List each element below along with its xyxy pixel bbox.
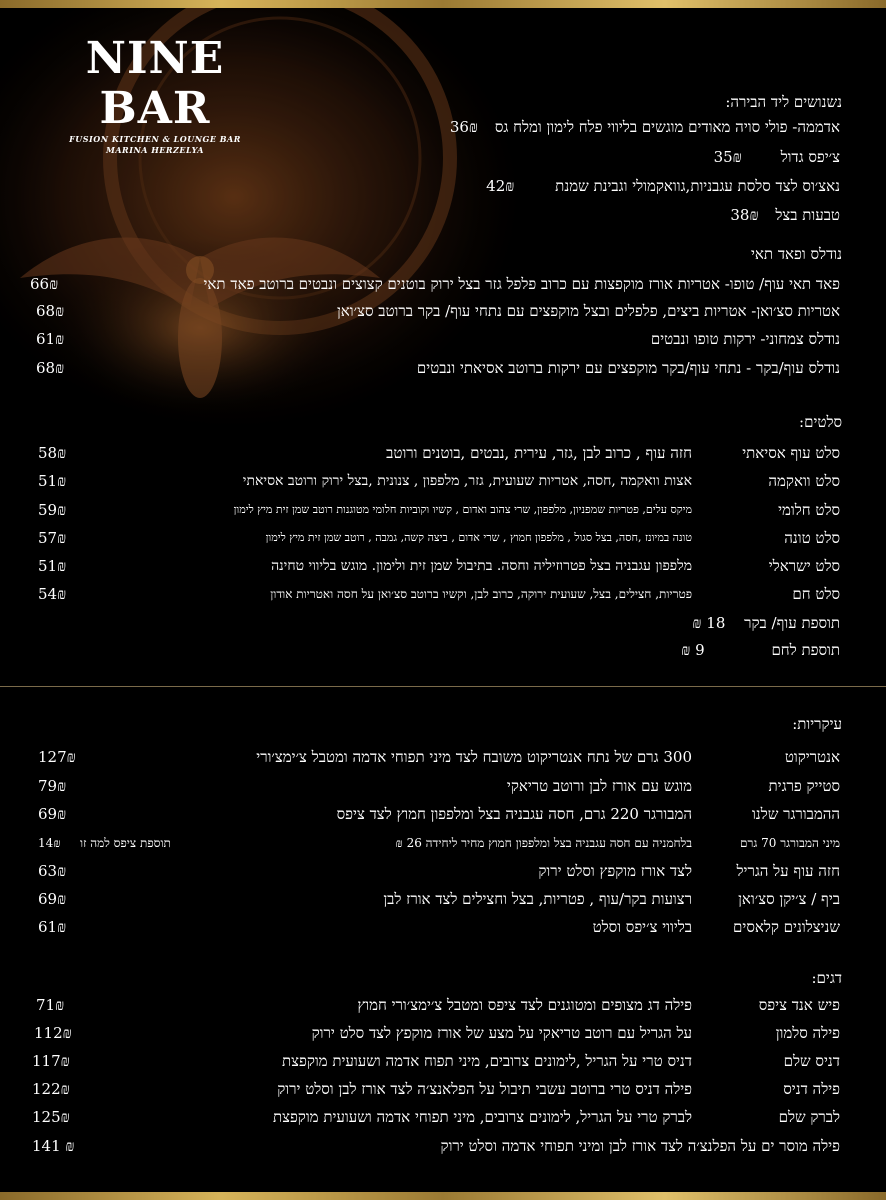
menu-item (30, 886, 840, 912)
item-name: חזה עוף על הגריל (736, 862, 840, 880)
item-name: פילה סלמון (775, 1024, 840, 1042)
item-price: 35₪ (713, 148, 742, 166)
item-description: לצד אורז מוקפץ וסלט ירוק (538, 862, 692, 880)
menu-item (30, 298, 840, 324)
item-price: 79₪ (38, 777, 67, 795)
item-description: פילה מוסר ים על הפלנצ׳ה לצד אורז לבן ומיני תפוחי אדמה וסלט ירוק (440, 1137, 840, 1155)
section-header-noodles: נודלס ופאד תאי (750, 245, 842, 263)
menu-item (30, 1076, 840, 1102)
item-description: על הגריל עם רוטב טריאקי על מצע של אורז מוקפץ לצד סלט ירוק (311, 1024, 692, 1042)
item-price: 61₪ (38, 918, 67, 936)
item-description: מלפפון עגבניה בצל פטרוזיליה וחסה. בתיבול שמן זית ולימון. מוגש בליווי טחינה (271, 558, 692, 574)
item-price: 63₪ (38, 862, 67, 880)
menu-item (30, 1133, 840, 1159)
item-description: לברק טרי על הגריל, לימונים צרובים, מיני תפוחי אדמה ושעועית מוקפצת (272, 1108, 692, 1126)
item-description: נאצ׳וס לצד סלסת עגבניות,גוואקמולי וגבינת שמנת (555, 177, 840, 195)
item-name: סלט חלומי (778, 501, 840, 519)
menu-item (30, 801, 840, 827)
item-price: 66₪ (30, 275, 59, 293)
logo-tagline: FUSION KITCHEN & LOUNGE BAR (69, 134, 241, 144)
item-name: פילה דניס (783, 1080, 840, 1098)
menu-item (486, 173, 840, 199)
item-price: 61₪ (36, 330, 65, 348)
menu-item (714, 144, 840, 170)
item-description: בליווי צ׳יפס וסלט (592, 918, 692, 936)
item-name: סלט טונה (784, 529, 840, 547)
item-price: 36₪ (449, 118, 479, 136)
menu-item (30, 497, 840, 523)
item-price: 125₪ (32, 1108, 70, 1126)
item-price: 59₪ (38, 501, 67, 519)
item-price: 127₪ (38, 748, 76, 766)
menu-item (30, 773, 840, 799)
item-name: פיש אנד ציפס (758, 996, 840, 1014)
item-price: 141 ₪ (32, 1137, 75, 1155)
item-price: 69₪ (38, 890, 67, 908)
menu-item (692, 610, 840, 636)
item-description: 300 גרם של נתח אנטריקוט משובח לצד מיני תפוחי אדמה ומטבל צ׳ימצ׳ורי (256, 748, 692, 766)
menu-item (30, 581, 840, 607)
menu-item (30, 355, 840, 381)
logo-location: MARINA HERZELYA (105, 145, 205, 155)
item-price: 42₪ (486, 177, 515, 195)
item-description: פילה דג מצופים ומטוגנים לצד ציפס ומטבל צ׳ימצ׳ורי חמוץ (357, 996, 692, 1014)
menu-item (30, 1048, 840, 1074)
menu-item (30, 830, 840, 856)
item-name: סטייק פרגית (768, 777, 840, 795)
menu-item (30, 525, 840, 551)
item-name: סלט ישראלי (768, 557, 840, 575)
item-extra: תוספת ציפס למה זו (80, 836, 171, 850)
menu-item (30, 440, 840, 466)
menu-item (730, 202, 840, 228)
menu-item (30, 914, 840, 940)
logo-title: NINE BAR (85, 33, 225, 134)
item-price: 14₪ (38, 836, 61, 850)
menu-item (30, 271, 840, 297)
item-price: 54₪ (38, 585, 67, 603)
item-price: 57₪ (38, 529, 67, 547)
item-description: צ׳יפס גדול (780, 148, 840, 166)
item-description: פאד תאי עוף/ טופו- אטריות אורז מוקפצות עם כרוב פלפל גזר בצל ירוק בוטנים קצוצים ונבטים ברוטב פאד תאי (203, 275, 840, 293)
item-price: 38₪ (730, 206, 759, 224)
item-description: טונה במיונז ,חסה, בצל סגול , מלפפון חמוץ , שרי אדום , ביצה קשה, גמבה , רוטב שמן זית מיץ לימון (265, 531, 692, 544)
item-name: ההמבורגר שלנו (751, 805, 840, 823)
bottom-gold-border (0, 1192, 886, 1200)
item-description: נודלס עוף/בקר - נתחי עוף/בקר מוקפצים עם ירקות ברוטב אסיאתי ונבטים (416, 359, 840, 377)
menu-item (30, 1104, 840, 1130)
item-price: 68₪ (36, 359, 65, 377)
menu-item (30, 1020, 840, 1046)
item-description: תוספת לחם (771, 641, 840, 659)
menu-item (681, 637, 840, 663)
menu-item (30, 553, 840, 579)
item-description: מוגש עם אורז לבן ורוטב טריאקי (506, 777, 692, 795)
item-name: לברק שלם (778, 1108, 840, 1126)
item-description: אטריות סצ׳ואן- אטריות ביצים, פלפלים ובצל מוקפצים עם נתחי עוף/ בקר ברוטב סצ׳ואן (336, 302, 840, 320)
section-divider (0, 686, 886, 687)
item-description: נודלס צמחוני- ירקות טופו ונבטים (650, 330, 840, 348)
item-description: דניס טרי על הגריל ,לימונים צרובים, מיני תפוח אדמה ושעועית מוקפצת (281, 1052, 692, 1070)
item-price: 122₪ (32, 1080, 70, 1098)
item-name: דניס שלם (783, 1052, 840, 1070)
item-name: סלט עוף אסיאתי (742, 444, 840, 462)
section-header-snacks: נשנושים ליד הבירה: (725, 93, 842, 111)
section-header-salads: סלטים: (799, 413, 842, 431)
item-price: 18 ₪ (692, 614, 726, 632)
menu-item (30, 468, 840, 494)
item-price: 9 ₪ (681, 641, 705, 659)
section-header-mains: עיקריות: (792, 715, 842, 733)
item-description: בלחמניה עם חסה עגבניה בצל ומלפפון חמוץ מחיר ליחידה 26 ₪ (395, 836, 692, 850)
item-description: טבעות בצל (775, 206, 840, 224)
section-header-fish: דגים: (811, 969, 842, 987)
item-price: 117₪ (32, 1052, 70, 1070)
item-name: אנטריקוט (784, 748, 840, 766)
item-name: מיני המבורגר 70 גרם (739, 836, 840, 850)
item-price: 71₪ (36, 996, 65, 1014)
item-name: סלט וואקמה (768, 472, 840, 490)
item-description: פילה דניס טרי ברוטב עשבי תיבול על הפלאנצ׳ה לצד אורז לבן וסלט ירוק (277, 1080, 692, 1098)
item-description: רצועות בקר/עוף , פטריות, בצל וחצילים לצד אורז לבן (383, 890, 692, 908)
item-description: אצות וואקמה ,חסה, אטריות שעועית, גזר, מלפפון , צנונית ,בצל ירוק ורוטב אסיאתי (242, 473, 692, 489)
item-price: 112₪ (34, 1024, 72, 1042)
item-price: 51₪ (38, 557, 67, 575)
menu-item (30, 326, 840, 352)
item-description: המבורגר 220 גרם, חסה עגבניה בצל ומלפפון חמוץ לצד ציפס (336, 805, 692, 823)
item-name: שניצלונים קלאסים (733, 918, 840, 936)
menu-item (450, 114, 840, 140)
item-price: 69₪ (38, 805, 67, 823)
item-name: סלט חם (792, 585, 840, 603)
item-description: פטריות, חצילים, בצל, שעועית ירוקה, כרוב לבן, וקשיו ברוטב סצ׳ואן על חסה ואטריות אודון (270, 587, 692, 601)
menu-item (30, 744, 840, 770)
item-description: מיקס עלים, פטריות שמפניון, מלפפון, שרי צהוב ואדום , קשיו וקוביות חלומי מטוגנות רוטב שמן זית מיץ לימון (233, 503, 692, 516)
menu-item (30, 992, 840, 1018)
menu-item (30, 858, 840, 884)
item-price: 58₪ (38, 444, 67, 462)
item-price: 51₪ (38, 472, 67, 490)
item-description: חזה עוף , כרוב לבן ,גזר, עירית ,נבטים ,בוטנים ורוטב (386, 444, 692, 462)
item-description: תוספת עוף/ בקר (744, 614, 840, 632)
item-price: 68₪ (36, 302, 65, 320)
item-description: אדממה- פולי סויה מאודים מוגשים בליווי פלח לימון ומלח גס (494, 118, 840, 136)
item-name: ביף / צ׳יקן סצ׳ואן (738, 890, 840, 908)
